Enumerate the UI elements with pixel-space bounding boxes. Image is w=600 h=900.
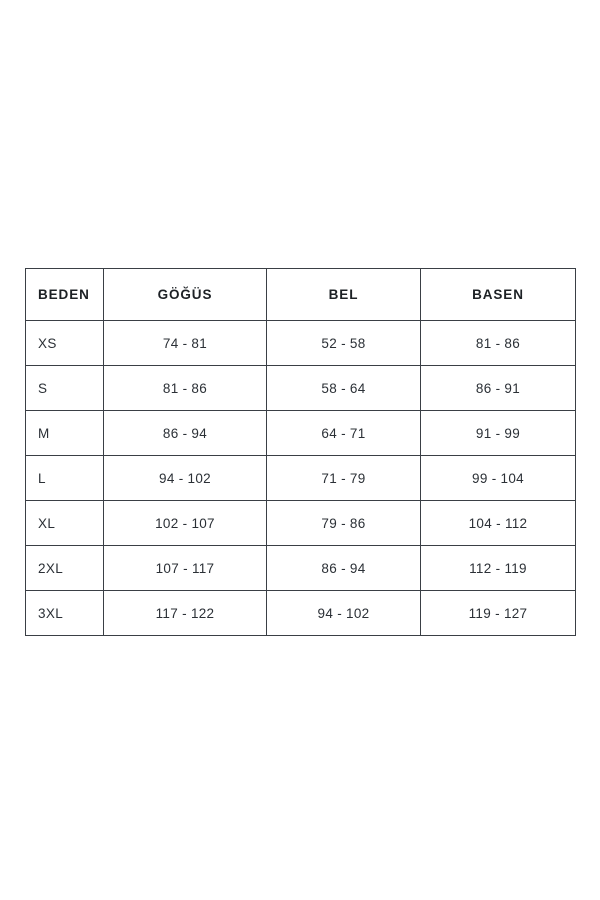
cell-bel: 58 - 64	[267, 366, 421, 411]
table-row	[26, 366, 576, 411]
size-chart-table	[25, 268, 576, 636]
table-row	[26, 591, 576, 636]
cell-bel: 64 - 71	[267, 411, 421, 456]
cell-basen: 104 - 112	[421, 501, 576, 546]
cell-bel: 52 - 58	[267, 321, 421, 366]
cell-basen: 91 - 99	[421, 411, 576, 456]
cell-basen: 81 - 86	[421, 321, 576, 366]
cell-basen: 119 - 127	[421, 591, 576, 636]
cell-bel: 79 - 86	[267, 501, 421, 546]
cell-gogus: 102 - 107	[104, 501, 267, 546]
table-body	[26, 321, 576, 636]
table-row	[26, 321, 576, 366]
cell-bel: 86 - 94	[267, 546, 421, 591]
cell-beden: 3XL	[26, 591, 104, 636]
cell-basen: 86 - 91	[421, 366, 576, 411]
column-header-gogus: GÖĞÜS	[104, 269, 267, 321]
cell-beden: S	[26, 366, 104, 411]
column-header-bel: BEL	[267, 269, 421, 321]
table-row	[26, 456, 576, 501]
cell-gogus: 86 - 94	[104, 411, 267, 456]
size-chart	[25, 268, 575, 636]
cell-bel: 71 - 79	[267, 456, 421, 501]
cell-bel: 94 - 102	[267, 591, 421, 636]
cell-beden: M	[26, 411, 104, 456]
cell-gogus: 94 - 102	[104, 456, 267, 501]
column-header-beden: BEDEN	[26, 269, 104, 321]
table-header	[26, 269, 576, 321]
cell-beden: XL	[26, 501, 104, 546]
cell-beden: XS	[26, 321, 104, 366]
column-header-basen: BASEN	[421, 269, 576, 321]
table-row	[26, 546, 576, 591]
cell-basen: 99 - 104	[421, 456, 576, 501]
table-header-row	[26, 269, 576, 321]
cell-gogus: 117 - 122	[104, 591, 267, 636]
cell-gogus: 107 - 117	[104, 546, 267, 591]
cell-beden: 2XL	[26, 546, 104, 591]
cell-basen: 112 - 119	[421, 546, 576, 591]
table-row	[26, 501, 576, 546]
cell-beden: L	[26, 456, 104, 501]
cell-gogus: 74 - 81	[104, 321, 267, 366]
cell-gogus: 81 - 86	[104, 366, 267, 411]
table-row	[26, 411, 576, 456]
